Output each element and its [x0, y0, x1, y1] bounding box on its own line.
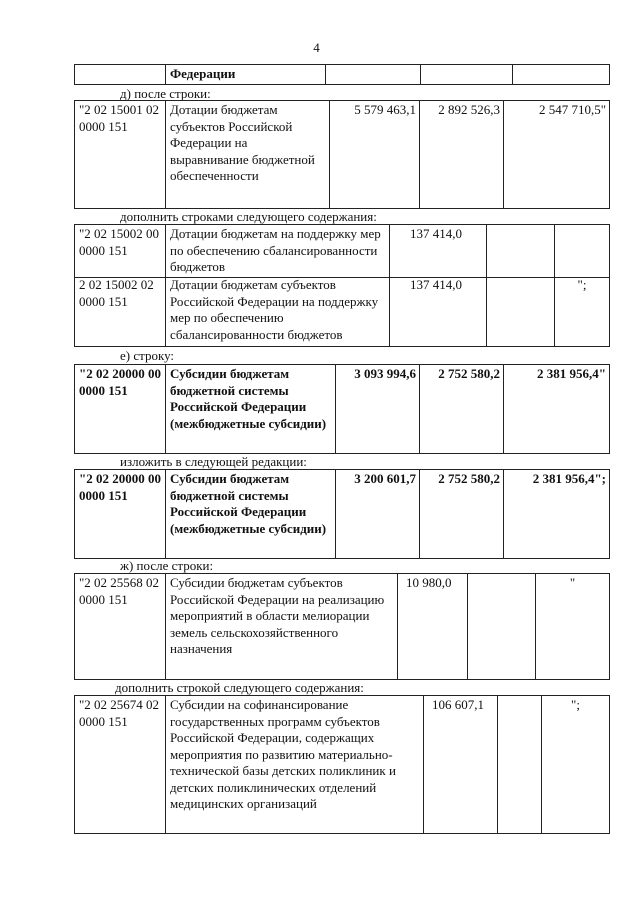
row-code: "2 02 20000 00 0000 151: [79, 366, 161, 398]
row-name: Субсидии на софинансирование государственных программ субъектов Российской Федерации, содержащих мероприятия по развитию материально-технической базы детских поликлиник и детских поликлинических отделений медицинских организаций: [165, 696, 423, 833]
table-row-new: [74, 469, 610, 559]
row-name: Федерации: [165, 65, 325, 84]
row-name: Дотации бюджетам субъектов Российской Федерации на выравнивание бюджетной обеспеченности: [165, 101, 329, 208]
row-end: ": [535, 574, 609, 679]
row-name: Субсидии бюджетам субъектов Российской Федерации на реализацию мероприятий в области мелиорации земель сельскохозяйственного назначения: [165, 574, 397, 679]
row-value-1: 137 414,0: [389, 225, 486, 277]
row-name: Дотации бюджетам субъектов Российской Федерации на поддержку мер по обеспечению сбалансированности бюджетов: [165, 276, 389, 346]
caption-new: изложить в следующей редакции:: [120, 454, 307, 469]
table-row-e: [74, 364, 610, 454]
table-row-top: [74, 64, 610, 85]
table-row-add1a: [74, 224, 610, 278]
row-code: "2 02 20000 00 0000 151: [79, 471, 161, 503]
row-value-1: 3 093 994,6: [335, 365, 419, 453]
row-value-1: 106 607,1: [423, 696, 497, 833]
table-row-zh: [74, 573, 610, 680]
caption-zh: ж) после строки:: [120, 558, 214, 573]
table-row-add1b: [74, 276, 610, 347]
table-row-d: [74, 100, 610, 209]
row-end: ";: [541, 696, 609, 833]
row-value-3: 2 381 956,4";: [503, 470, 609, 558]
row-value-1: 10 980,0: [397, 574, 467, 679]
row-value-3: 2 547 710,5": [503, 101, 609, 208]
row-value-2: 2 752 580,2: [419, 365, 503, 453]
row-code: 2 02 15002 02 0000 151: [79, 277, 154, 309]
caption-d: д) после строки:: [120, 86, 211, 101]
row-value-3: 2 381 956,4": [503, 365, 609, 453]
page-number: 4: [313, 40, 320, 55]
row-value-1: 5 579 463,1: [329, 101, 419, 208]
caption-e: е) строку:: [120, 348, 175, 363]
row-code: "2 02 15002 00 0000 151: [79, 226, 160, 258]
caption-add2: дополнить строкой следующего содержания:: [115, 680, 364, 695]
row-value-2: 2 892 526,3: [419, 101, 503, 208]
caption-add1: дополнить строками следующего содержания:: [120, 209, 377, 224]
row-name: Субсидии бюджетам бюджетной системы Российской Федерации (межбюджетные субсидии): [165, 470, 335, 558]
row-end: ";: [554, 276, 609, 346]
row-value-1: 137 414,0: [389, 276, 486, 346]
row-value-2: 2 752 580,2: [419, 470, 503, 558]
row-code: "2 02 15001 02 0000 151: [79, 102, 160, 134]
row-value-1: 3 200 601,7: [335, 470, 419, 558]
row-code: "2 02 25568 02 0000 151: [79, 575, 160, 607]
row-name: Субсидии бюджетам бюджетной системы Российской Федерации (межбюджетные субсидии): [165, 365, 335, 453]
row-name: Дотации бюджетам на поддержку мер по обеспечению сбалансированности бюджетов: [165, 225, 389, 277]
table-row-add2: [74, 695, 610, 834]
row-code: "2 02 25674 02 0000 151: [79, 697, 160, 729]
